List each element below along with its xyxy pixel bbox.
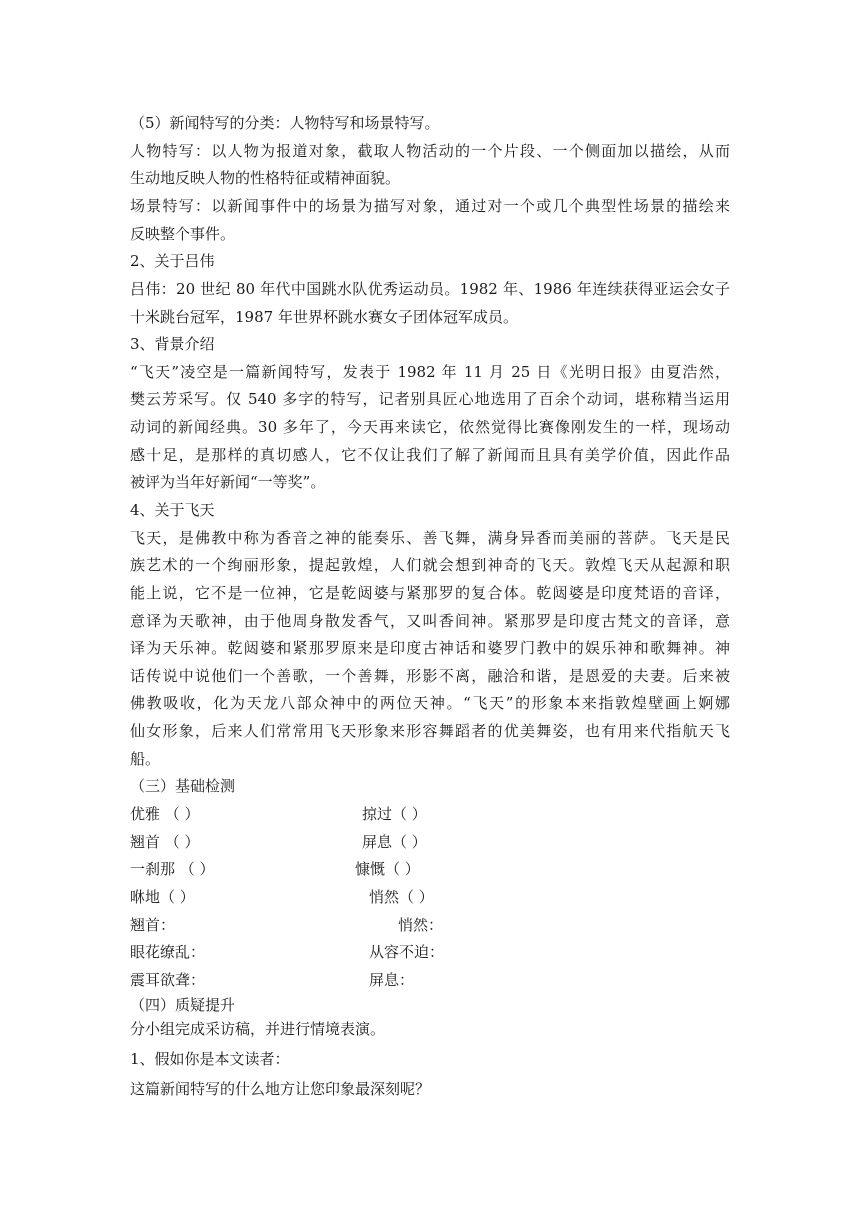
- word-item-qiaoran: 悄然（ ）: [369, 888, 434, 906]
- background-line-1: “飞天”凌空是一篇新闻特写，发表于 1982 年 11 月 25 日《光明日报》由夏浩然，: [130, 363, 730, 381]
- word-item-xiude: 咻地（ ）: [130, 888, 195, 906]
- background-line-2: 樊云芳采写。仅 540 多字的特写，记者别具匠心地选用了百余个动词，堪称精当运用: [130, 390, 730, 408]
- section-heading-lv-wei: 2、关于吕伟: [130, 252, 215, 270]
- word-item-youya: 优雅 （ ）: [130, 805, 200, 823]
- word-item-yichana: 一刹那 （ ）: [130, 860, 215, 878]
- person-feature-line-1: 人物特写：以人物为报道对象，截取人物活动的一个片段、一个侧面加以描绘，从而: [130, 142, 730, 160]
- feitian-line-8: 仙女形象，后来人们常常用飞天形象来形容舞蹈者的优美舞姿，也有用来代指航天飞: [130, 722, 730, 740]
- lv-wei-line-1: 吕伟：20 世纪 80 年代中国跳水队优秀运动员。1982 年、1986 年连续获得亚运会女子: [130, 280, 730, 298]
- background-line-3: 动词的新闻经典。30 多年了，今天再来读它，依然觉得比赛像刚发生的一样，现场动: [130, 418, 730, 436]
- definition-qiaoran: 悄然：: [398, 916, 444, 934]
- feitian-line-2: 族艺术的一个绚丽形象，提起敦煌，人们就会想到神奇的飞天。敦煌飞天从起源和职: [130, 556, 730, 574]
- section-heading-feitian: 4、关于飞天: [130, 501, 215, 519]
- definition-zhenertyulong: 震耳欲聋：: [130, 971, 206, 989]
- definition-congrongbupo: 从容不迫：: [369, 943, 445, 961]
- word-item-qiaoshou: 翘首 （ ）: [130, 833, 200, 851]
- feitian-line-6: 话传说中说他们一个善歌，一个善舞，形影不离，融洽和谐，是恩爱的夫妻。后来被: [130, 667, 730, 685]
- group-task-text: 分小组完成采访稿，并进行情境表演。: [130, 1020, 386, 1038]
- scene-feature-line-1: 场景特写：以新闻事件中的场景为描写对象，通过对一个或几个典型性场景的描绘来: [130, 197, 730, 215]
- section-heading-basic-test: （三）基础检测: [130, 777, 236, 795]
- word-item-lueguo: 掠过（ ）: [362, 805, 427, 823]
- background-line-5: 被评为当年好新闻“一等奖”。: [130, 473, 326, 491]
- reader-question: 这篇新闻特写的什么地方让您印象最深刻呢？: [130, 1080, 431, 1098]
- scene-feature-line-2: 反映整个事件。: [130, 225, 236, 243]
- word-item-kangkai: 慷慨（ ）: [355, 860, 420, 878]
- definition-qiaoshou: 翘首：: [130, 916, 176, 934]
- reader-heading: 1、假如你是本文读者：: [130, 1050, 290, 1068]
- feitian-line-5: 译为天乐神。乾闼婆和紧那罗原来是印度古神话和婆罗门教中的娱乐神和歌舞神。神: [130, 639, 730, 657]
- section-heading-question: （四）质疑提升: [130, 996, 236, 1014]
- word-item-pingxi: 屏息（ ）: [362, 833, 427, 851]
- feitian-line-1: 飞天，是佛教中称为香音之神的能奏乐、善飞舞，满身异香而美丽的菩萨。飞天是民: [130, 529, 730, 547]
- definition-pingxi: 屏息：: [369, 971, 415, 989]
- feitian-line-4: 意译为天歌神，由于他周身散发香气，又叫香间神。紧那罗是印度古梵文的音译，意: [130, 612, 730, 630]
- definition-yanhualiaoluan: 眼花缭乱：: [130, 943, 206, 961]
- section-heading-background: 3、背景介绍: [130, 335, 215, 353]
- background-line-4: 感十足，是那样的真切感人，它不仅让我们了解了新闻而且具有美学价值，因此作品: [130, 446, 730, 464]
- classification-heading: （5）新闻特写的分类：人物特写和场景特写。: [130, 114, 440, 132]
- lv-wei-line-2: 十米跳台冠军，1987 年世界杯跳水赛女子团体冠军成员。: [130, 308, 518, 326]
- feitian-line-7: 佛教吸收，化为天龙八部众神中的两位天神。“飞天”的形象本来指敦煌壁画上婀娜: [130, 694, 730, 712]
- feitian-line-9: 船。: [130, 750, 161, 768]
- person-feature-line-2: 生动地反映人物的性格特征或精神面貌。: [130, 169, 401, 187]
- feitian-line-3: 能上说，它不是一位神，它是乾闼婆与紧那罗的复合体。乾闼婆是印度梵语的音译，: [130, 584, 730, 602]
